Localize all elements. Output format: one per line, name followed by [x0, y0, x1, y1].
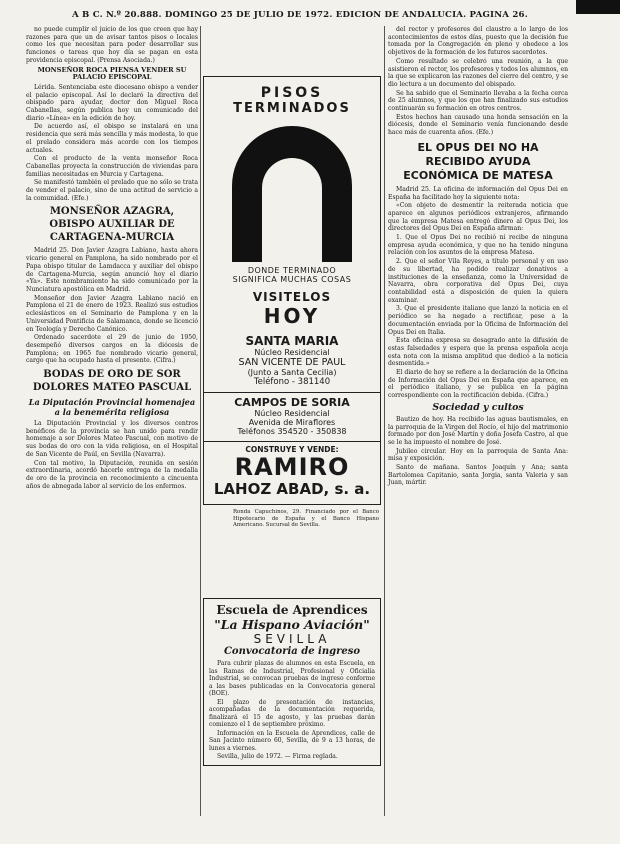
- paragraph: Estos hechos han causado una honda sensación en la diócesis, donde el Seminario venía funcionando desde hace más de cuarenta años. (Efe.): [388, 113, 568, 137]
- escuela-brand: "La Hispano Aviación": [214, 617, 370, 632]
- escuela-paragraph: Sevilla, julio de 1972. — Firma reglada.: [217, 753, 338, 760]
- pisos-ad: [203, 76, 381, 529]
- ad-campos-soria: CAMPOS DE SORIA: [234, 396, 350, 409]
- paragraph: Santo de mañana. Santos Joaquín y Ana; santa Bartolomea Capitanio, santa Jorgia, santa Valeria y san Juan, mártir.: [388, 464, 568, 487]
- paragraph: Esta oficina expresa su desagrado ante la difusión de estas falsedades y espera que la prensa española acoja esta nota con la misma amplitud que dedicó a la noticia desmentida.»: [388, 337, 568, 368]
- arch-illustration: [228, 122, 356, 262]
- ad-san-vicente: SAN VICENTE DE PAUL: [238, 357, 346, 368]
- paragraph: Bautizo de hoy. Ha recibido las aguas bautismales, en la parroquia de la Virgen del Rocío, el hijo del matrimonio formado por don José Martín y doña Josefa Castro, al que se le ha impuesto el nombre de José.: [388, 415, 568, 446]
- ad-lahoz-abad: LAHOZ ABAD, s. a.: [213, 480, 371, 498]
- paragraph: Se manifestó también el prelado que no sólo se trata de vender el palacio, sino de una actitud de servicio a la comunidad. (Efe.): [26, 179, 198, 202]
- paragraph: Madrid 25. Don Javier Azagra Labiano, hasta ahora vicario general en Pamplona, ha sido nombrado por el Papa obispo titular de Lamdacca y auxiliar del obispo de Cartagena-Murcia, según anunció hoy el diario «Ya». Este nombramiento ha sido comunicado por la Nunciatura apostólica en Madrid.: [26, 247, 198, 293]
- paragraph: El diario de hoy se refiere a la declaración de la Oficina de Información del Opus Dei en España que aparece, en el periódico italiano, y se publica en la página correspondiente con la rectificación debida. (Cifra.): [388, 369, 568, 400]
- paragraph: «Con objeto de desmentir la reiterada noticia que aparece en algunos periódicos extranjeros, afirmando que la empresa Matesa entregó dinero al Opus Dei, los directores del Opus Dei en España afirman:: [388, 202, 568, 233]
- ad-visitelos: VISITELOS: [252, 290, 332, 304]
- escuela-paragraph: Información en la Escuela de Aprendices, calle de San Jacinto número 60, Sevilla, de 9 a 13 horas, de lunes a viernes.: [209, 729, 375, 752]
- page-header: A B C. N.º 20.888. DOMINGO 25 DE JULIO DE 1972. EDICION DE ANDALUCIA. PAGINA 26.: [72, 10, 528, 20]
- column-rule: [384, 26, 385, 816]
- social-headline: Sociedad y cultos: [432, 401, 524, 413]
- paragraph: Madrid 25. La oficina de información del Opus Dei en España ha facilitado hoy la siguiente nota:: [388, 185, 568, 201]
- ad-junto: (Junto a Santa Cecilia): [247, 368, 337, 377]
- paragraph: Jubileo circular. Hoy en la parroquia de Santa Ana: misa y exposición.: [388, 447, 568, 463]
- ad-fine-print: Ronda Capuchinos, 29. Financiado por el Banco Hipotecario de España y el Banco Hispano Americano. Sucursal de Sevilla.: [233, 509, 379, 529]
- story3-subhead: La Diputación Provincial homenajea a la benemérita religiosa: [28, 397, 196, 418]
- story1-headline: MONSEÑOR ROCA PIENSA VENDER SU PALACIO EPISCOPAL: [37, 65, 187, 82]
- pisos-ad-box: [203, 76, 381, 505]
- paragraph: Se ha sabido que el Seminario llevaba a la fecha cerca de 25 alumnos, y que los que han finalizado sus estudios continuarán su formación en otros centros.: [388, 89, 568, 113]
- ad-santa-maria: SANTA MARIA: [245, 334, 339, 348]
- story3-headline: BODAS DE ORO DE SOR DOLORES MATEO PASCUAL: [32, 369, 192, 394]
- ad-construye: CONSTRUYE Y VENDE:: [245, 445, 339, 454]
- ad-tagline-1: DONDE TERMINADO: [247, 266, 337, 275]
- escuela-title: Escuela de Aprendices: [216, 603, 368, 617]
- paragraph: Ordenado sacerdote el 29 de junio de 1950, desempeñó diversos cargos en la diócesis de Pamplona; en 1965 fue nombrado vicario general, cargo que ha ocupado hasta el presente. (Cifra.): [26, 334, 198, 365]
- ad-avenida: Avenida de Miraflores: [248, 418, 336, 427]
- paragraph: Con tal motivo, la Diputación, reunida en sesión extraordinaria, acordó hacerle entrega de la medalla de oro de la provincia en reconocimiento a cincuenta años de abnegada labor al servicio de los enfermos.: [26, 459, 198, 490]
- ad-nucleo-1: Núcleo Residencial: [254, 348, 330, 357]
- intro-paragraph: no puede cumplir el juicio de los que creen que hay razones para que un de avisar tantos pisos o locales como los que necesitan para poder desarrollar sus funciones o tareas que hoy día se pagan en esta providencia episcopal. (Prensa Asociada.): [26, 26, 198, 64]
- ad-telefono-1: Teléfono - 381140: [253, 377, 331, 387]
- ad-telefono-2: Teléfonos 354520 - 350838: [237, 427, 347, 436]
- ad-title-terminados: TERMINADOS: [233, 101, 351, 116]
- paragraph: De acuerdo así, el obispo se instalará en una residencia que será más sencilla y más modesta, lo que el prelado considera más acorde con los tiempos actuales.: [26, 123, 198, 154]
- column-1: [26, 26, 198, 491]
- paragraph: Lérida. Sentenciaba este diocesano obispo a vender el palacio episcopal. Así lo declaró la directiva del obispado para ayudar, doctor don Miguel Roca Cabanellas, según publica hoy un comunicado del diario «Línea» en la edición de hoy.: [26, 83, 198, 122]
- column-rule: [200, 26, 201, 816]
- escuela-convocatoria: Convocatoria de ingreso: [223, 646, 361, 657]
- escuela-city: SEVILLA: [253, 632, 331, 646]
- escuela-ad: [203, 598, 381, 766]
- paragraph: La Diputación Provincial y los diversos centros benéficos de la provincia se han unido para rendir homenaje a sor Dolores Mateo Pascual, con motivo de sus bodas de oro con la vida religiosa, en el Hospital de San Vicente de Paúl, en Sevilla (Navarra).: [26, 420, 198, 458]
- ad-nucleo-2: Núcleo Residencial: [254, 409, 330, 418]
- paragraph: 1. Que el Opus Dei no recibió ni recibe de ninguna empresa ayuda económica, y que no ha tenido ninguna relación con los asuntos de la empresa Matesa.: [388, 234, 568, 257]
- column-3: [388, 26, 568, 488]
- opus-headline: EL OPUS DEI NO HA RECIBIDO AYUDA ECONÓMICA DE MATESA: [403, 140, 553, 182]
- ad-hoy: HOY: [263, 304, 321, 328]
- story2-headline: MONSEÑOR AZAGRA, OBISPO AUXILIAR DE CARTAGENA-MURCIA: [49, 206, 175, 244]
- paragraph: Con el producto de la venta monseñor Roca Cabanellas proyecta la construcción de viviendas para familias necesitadas en Murcia y Cartagena.: [26, 155, 198, 178]
- paragraph: del rector y profesores del claustro a lo largo de los acontecimientos de estos días, puesto que la decisión fue tomada por la Congregación en pleno y obedece a los objetivos de la formación de los futuros sacerdotes.: [388, 26, 568, 57]
- escuela-paragraph: El plazo de presentación de instancias, acompañadas de la documentación requerida, finalizará el 15 de agosto, y las pruebas darán comienzo el 1 de septiembre próximo.: [209, 698, 375, 728]
- ad-ramiro: RAMIRO: [234, 453, 350, 481]
- paragraph: 3. Que el presidente italiano que lanzó la noticia en el periódico se ha negado a rectificar, pese a la documentación enviada por la Oficina de Información del Opus Dei en Italia.: [388, 305, 568, 336]
- escuela-paragraph: Para cubrir plazas de alumnos en esta Escuela, en las Ramas de Industrial, Profesional y Oficialía Industrial, se convocan pruebas de ingreso conforme a las bases publicadas en la Convocatoria general (BOE).: [209, 660, 375, 697]
- ad-title-pisos: PISOS: [260, 85, 324, 101]
- paragraph: Como resultado se celebró una reunión, a la que asistieron el rector, los profesores y todos los alumnos, en la que se explicaron las razones del cierre del centro, y se dio lectura a un documento del obispado.: [388, 57, 568, 88]
- paragraph: Monseñor don Javier Azagra Labiano nació en Pamplona el 21 de enero de 1923. Realizó sus estudios eclesiásticos en el Seminario de Pamplona y en la Universidad Pontificia de Salamanca, donde se licenció en Teología y Derecho Canónico.: [26, 294, 198, 333]
- ad-tagline-2: SIGNIFICA MUCHAS COSAS: [232, 275, 352, 284]
- paragraph: 2. Que el señor Vila Reyes, a título personal y en uso de su libertad, ha podido realizar donativos a instituciones de la enseñanza, como la Universidad de Navarra, obra corporativa del Opus Dei, cuya contabilidad está a disposición de quien la quiera examinar.: [388, 258, 568, 304]
